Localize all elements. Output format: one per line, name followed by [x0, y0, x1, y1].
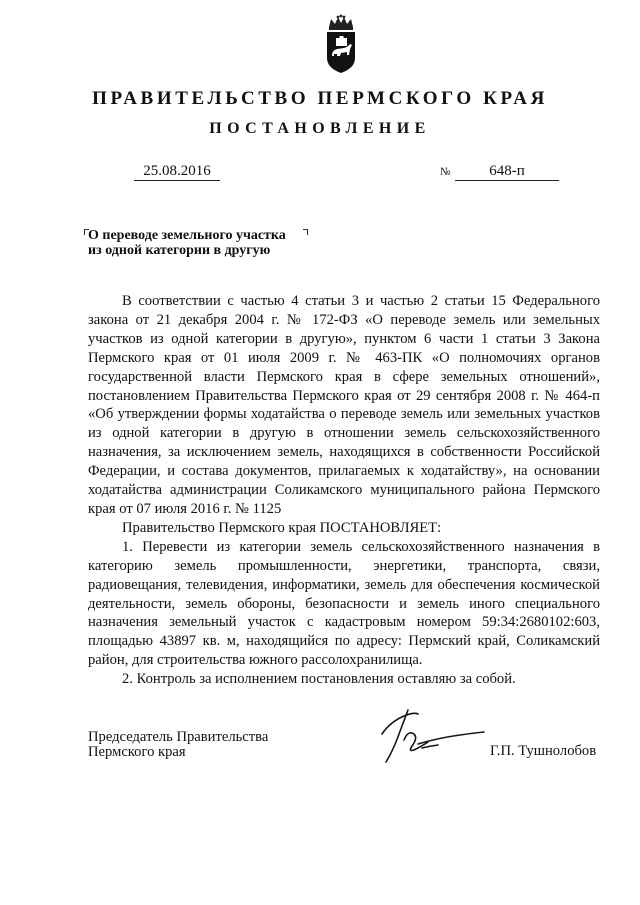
- signer-name: Г.П. Тушнолобов: [490, 743, 597, 759]
- body-paragraph-item-2: 2. Контроль за исполнением постановления оставляю за собой.: [122, 671, 516, 688]
- signer-position-line-1: Председатель Правительства: [88, 729, 269, 745]
- document-body: [88, 292, 600, 689]
- document-subject: [88, 228, 328, 258]
- handwritten-signature-icon: [378, 704, 488, 766]
- number-sign: №: [440, 166, 451, 178]
- document-number: 648-п: [455, 162, 559, 181]
- signer-position-line-2: Пермского края: [88, 744, 186, 760]
- subject-line-2: из одной категории в другую: [88, 243, 271, 258]
- document-type: ПОСТАНОВЛЕНИЕ: [209, 120, 431, 137]
- subject-line-1: О переводе земельного участка: [88, 228, 286, 243]
- body-paragraph-item-1: 1. Перевести из категории земель сельскохозяйственного назначения в категорию земель промышленности, энергетики, транспорта, связи, радиовещания, телевидения, информатики, земель для обеспечения космической деятельности, земель обороны, безопасности и земель иного специального назначения земельный участок с кадастровым номером 59:34:2680102:603, площадью 43897 кв. м, находящийся по адресу: Пермский край, Соликамский район, для строительства южного рассолохранилища.: [88, 538, 600, 669]
- coat-of-arms-icon: [322, 14, 360, 74]
- signer-position: [88, 730, 268, 760]
- document-date: 25.08.2016: [134, 162, 220, 181]
- government-title: ПРАВИТЕЛЬСТВО ПЕРМСКОГО КРАЯ: [92, 88, 548, 109]
- body-paragraph-resolves: Правительство Пермского края ПОСТАНОВЛЯЕТ:: [122, 519, 442, 536]
- body-paragraph-preamble: В соответствии с частью 4 статьи 3 и частью 2 статьи 15 Федерального закона от 21 декабря 2004 г. № 172-ФЗ «О переводе земель или земельных участков из одной категории в другую», пунктом 6 части 1 статьи 3 Закона Пермского края от 01 июля 2009 г. № 463-ПК «О полномочиях органов государственной власти Пермского края в сфере земельных отношений», постановлением Правительства Пермского края от 29 сентября 2008 г. № 464-п «Об утверждении формы ходатайства о переводе земель или земельных участков из одной категории в другую в отношении земель сельскохозяйственного назначения, за исключением земель, находящихся в собственности Российской Федерации, и состава документов, прилагаемых к ходатайству», на основании ходатайства администрации Соликамского муниципального района Пермского края от 07 июля 2016 г. № 1125: [88, 293, 600, 517]
